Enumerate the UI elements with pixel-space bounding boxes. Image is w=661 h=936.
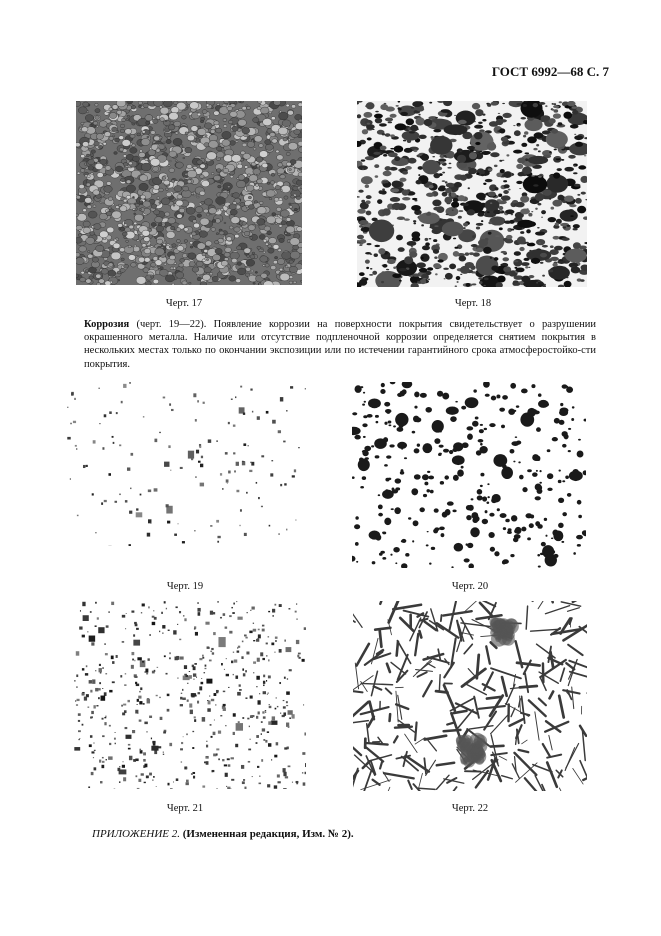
corrosion-text: (черт. 19—22). Появление коррозии на поверхности покрытия свидетельствует о разрушении окрашенного металла. Наличие или отсутствие подпленочной коррозии определяется снятием покрытия в нескольких местах только по окончании экспозиции или по истечении гарантийного срока атмосферостойко-сти покрытия. (84, 319, 596, 370)
figure-22-caption: Черт. 22 (451, 803, 489, 814)
figure-20-caption: Черт. 20 (451, 581, 489, 592)
figure-22-image (353, 601, 587, 791)
appendix-edition-note: (Измененная редакция, Изм. № 2). (179, 828, 354, 840)
figure-18-caption: Черт. 18 (454, 298, 492, 309)
figure-17-image (76, 101, 302, 285)
appendix-note (92, 828, 354, 840)
figure-17-caption: Черт. 17 (165, 298, 203, 309)
corrosion-paragraph (84, 318, 596, 371)
appendix-label: ПРИЛОЖЕНИЕ 2. (92, 828, 180, 840)
corrosion-term: Коррозия (84, 319, 130, 330)
figure-19-image (66, 378, 306, 546)
figure-20-image (352, 382, 586, 568)
figure-19-caption: Черт. 19 (166, 581, 204, 592)
figure-18-image (357, 101, 587, 287)
figure-21-caption: Черт. 21 (166, 803, 204, 814)
page-header: ГОСТ 6992—68 С. 7 (491, 64, 609, 79)
figure-21-image (74, 601, 306, 789)
